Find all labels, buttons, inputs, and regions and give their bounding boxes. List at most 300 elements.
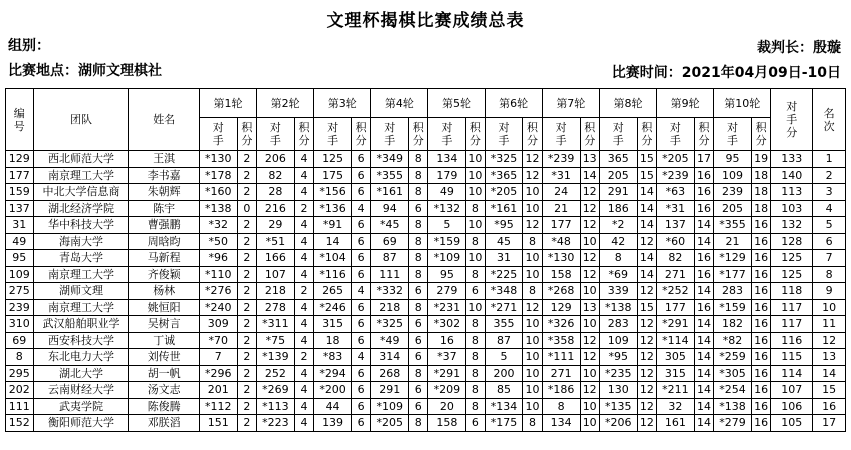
round-points: 6: [409, 316, 428, 333]
round-points: 4: [294, 151, 313, 168]
round-points: 2: [237, 365, 256, 382]
player-number: 295: [6, 365, 34, 382]
col-header-round-6: 第6轮: [485, 89, 542, 118]
round-points: 2: [237, 332, 256, 349]
round-points: 4: [294, 299, 313, 316]
col-header-opponent: [485, 118, 523, 151]
round-points: 14: [637, 200, 656, 217]
round-opponent: *355: [371, 167, 409, 184]
round-opponent: *326: [542, 316, 580, 333]
round-opponent: 315: [657, 365, 695, 382]
round-opponent: 87: [371, 250, 409, 267]
col-header-opponent-text: 对手: [269, 121, 281, 147]
rank: 17: [813, 415, 846, 432]
round-opponent: *159: [714, 299, 752, 316]
round-points: 14: [694, 382, 713, 399]
round-points: 10: [466, 299, 485, 316]
round-opponent: *37: [428, 349, 466, 366]
round-points: 14: [694, 332, 713, 349]
round-opponent: *109: [371, 398, 409, 415]
col-header-points-text: 积分: [755, 121, 767, 147]
team-name: 南京理工大学: [33, 299, 129, 316]
round-opponent: *114: [657, 332, 695, 349]
round-opponent: 109: [599, 332, 637, 349]
round-points: 12: [523, 151, 542, 168]
rank: 13: [813, 349, 846, 366]
round-opponent: 82: [257, 167, 295, 184]
round-points: 8: [466, 398, 485, 415]
col-header-opponent-score-text: 对手分: [786, 100, 798, 139]
round-opponent: *60: [657, 233, 695, 250]
col-header-opponent: [599, 118, 637, 151]
round-opponent: *134: [485, 398, 523, 415]
round-points: 8: [523, 233, 542, 250]
round-opponent: 279: [428, 283, 466, 300]
round-opponent: *302: [428, 316, 466, 333]
round-opponent: *161: [485, 200, 523, 217]
round-points: 16: [751, 266, 770, 283]
round-opponent: *231: [428, 299, 466, 316]
player-number: 8: [6, 349, 34, 366]
col-header-points-text: 积分: [298, 121, 310, 147]
rank: 10: [813, 299, 846, 316]
round-opponent: 161: [657, 415, 695, 432]
rank: 3: [813, 184, 846, 201]
round-opponent: 271: [542, 365, 580, 382]
round-points: 16: [694, 200, 713, 217]
round-points: 4: [294, 365, 313, 382]
round-points: 4: [294, 415, 313, 432]
round-opponent: *349: [371, 151, 409, 168]
round-points: 2: [237, 250, 256, 267]
round-opponent: 355: [485, 316, 523, 333]
player-number: 202: [6, 382, 34, 399]
round-points: 10: [523, 250, 542, 267]
col-header-points-text: 积分: [241, 121, 253, 147]
round-points: 16: [751, 316, 770, 333]
col-header-round-10: 第10轮: [714, 89, 771, 118]
round-opponent: 268: [371, 365, 409, 382]
time-label: 比赛时间：2021年04月09日-10日: [611, 65, 841, 81]
round-opponent: *110: [199, 266, 237, 283]
round-opponent: *294: [314, 365, 352, 382]
team-name: 华中科技大学: [33, 217, 129, 234]
round-opponent: *178: [199, 167, 237, 184]
round-points: 12: [637, 365, 656, 382]
round-opponent: *104: [314, 250, 352, 267]
round-points: 6: [351, 398, 370, 415]
round-opponent: 111: [371, 266, 409, 283]
round-opponent: 137: [657, 217, 695, 234]
opponent-score: 132: [771, 217, 813, 234]
round-opponent: *69: [599, 266, 637, 283]
table-row: [6, 316, 846, 333]
page-title: 文理杯揭棋比赛成绩总表: [326, 11, 525, 31]
round-opponent: *177: [714, 266, 752, 283]
round-opponent: 339: [599, 283, 637, 300]
round-points: 8: [409, 250, 428, 267]
round-opponent: *111: [542, 349, 580, 366]
table-row: [6, 382, 846, 399]
opponent-score: 117: [771, 299, 813, 316]
opponent-score: 128: [771, 233, 813, 250]
round-opponent: 95: [428, 266, 466, 283]
col-header-opponent: [542, 118, 580, 151]
round-opponent: *223: [257, 415, 295, 432]
round-opponent: *132: [428, 200, 466, 217]
round-opponent: *109: [428, 250, 466, 267]
round-points: 6: [351, 382, 370, 399]
round-points: 4: [294, 217, 313, 234]
player-name: 曹强鹏: [129, 217, 199, 234]
round-points: 4: [351, 200, 370, 217]
round-points: 18: [751, 200, 770, 217]
results-table: [5, 88, 846, 432]
round-points: 6: [466, 283, 485, 300]
round-opponent: *291: [657, 316, 695, 333]
round-points: 12: [580, 332, 599, 349]
round-opponent: *239: [542, 151, 580, 168]
player-name: 陈俊腾: [129, 398, 199, 415]
round-points: 6: [409, 349, 428, 366]
round-opponent: *209: [428, 382, 466, 399]
rank: 11: [813, 316, 846, 333]
round-points: 2: [237, 415, 256, 432]
round-opponent: *291: [428, 365, 466, 382]
round-points: 4: [351, 283, 370, 300]
round-points: 12: [637, 382, 656, 399]
team-name: 南京理工大学: [33, 167, 129, 184]
round-opponent: 291: [371, 382, 409, 399]
round-points: 12: [523, 299, 542, 316]
opponent-score: 133: [771, 151, 813, 168]
round-points: 13: [580, 299, 599, 316]
round-opponent: *32: [199, 217, 237, 234]
round-opponent: 305: [657, 349, 695, 366]
round-opponent: 166: [257, 250, 295, 267]
round-points: 16: [694, 266, 713, 283]
player-name: 朱朝辉: [129, 184, 199, 201]
round-opponent: 28: [257, 184, 295, 201]
opponent-score: 115: [771, 349, 813, 366]
round-points: 8: [409, 365, 428, 382]
col-header-number-text: 编号: [13, 106, 25, 133]
round-opponent: *325: [371, 316, 409, 333]
col-header-points-text: 积分: [469, 121, 481, 147]
round-points: 6: [351, 184, 370, 201]
round-points: 12: [637, 233, 656, 250]
table-row: [6, 299, 846, 316]
col-header-points: [466, 118, 485, 151]
round-opponent: 177: [657, 299, 695, 316]
round-opponent: *276: [199, 283, 237, 300]
round-opponent: 158: [542, 266, 580, 283]
round-points: 10: [466, 217, 485, 234]
round-opponent: 21: [542, 200, 580, 217]
round-points: 17: [694, 151, 713, 168]
round-opponent: *95: [599, 349, 637, 366]
round-opponent: 365: [599, 151, 637, 168]
round-points: 4: [294, 233, 313, 250]
player-name: 吴树言: [129, 316, 199, 333]
round-points: 6: [351, 299, 370, 316]
round-points: 12: [637, 398, 656, 415]
round-opponent: *49: [371, 332, 409, 349]
round-points: 16: [751, 283, 770, 300]
col-header-round-5: 第5轮: [428, 89, 485, 118]
table-row: [6, 217, 846, 234]
table-row: [6, 200, 846, 217]
col-header-points-text: 积分: [355, 121, 367, 147]
round-opponent: 109: [714, 167, 752, 184]
round-points: 16: [694, 167, 713, 184]
col-header-opponent-text: 对手: [669, 121, 681, 147]
round-points: 12: [580, 349, 599, 366]
player-name: 马新程: [129, 250, 199, 267]
round-opponent: *139: [257, 349, 295, 366]
table-row: [6, 365, 846, 382]
opponent-score: 140: [771, 167, 813, 184]
player-name: 齐俊颖: [129, 266, 199, 283]
round-points: 10: [466, 250, 485, 267]
round-opponent: *205: [371, 415, 409, 432]
round-opponent: 69: [371, 233, 409, 250]
col-header-round-4: 第4轮: [371, 89, 428, 118]
round-opponent: *355: [714, 217, 752, 234]
round-opponent: 5: [428, 217, 466, 234]
round-points: 8: [466, 200, 485, 217]
round-points: 10: [466, 184, 485, 201]
round-opponent: *365: [485, 167, 523, 184]
round-opponent: *296: [199, 365, 237, 382]
round-opponent: 85: [485, 382, 523, 399]
team-name: 东北电力大学: [33, 349, 129, 366]
player-name: 王淇: [129, 151, 199, 168]
round-opponent: 218: [257, 283, 295, 300]
player-name: 周晗昀: [129, 233, 199, 250]
team-name: 青岛大学: [33, 250, 129, 267]
round-points: 12: [523, 167, 542, 184]
round-points: 16: [751, 233, 770, 250]
team-name: 西安科技大学: [33, 332, 129, 349]
col-header-points: [637, 118, 656, 151]
round-points: 16: [751, 349, 770, 366]
table-row: [6, 349, 846, 366]
round-points: 12: [637, 415, 656, 432]
round-opponent: *268: [542, 283, 580, 300]
round-opponent: 24: [542, 184, 580, 201]
round-points: 12: [523, 217, 542, 234]
player-name: 刘传世: [129, 349, 199, 366]
round-points: 16: [751, 217, 770, 234]
round-opponent: *136: [314, 200, 352, 217]
opponent-score: 105: [771, 415, 813, 432]
round-points: 12: [580, 200, 599, 217]
round-opponent: 18: [314, 332, 352, 349]
col-header-points: [694, 118, 713, 151]
round-points: 15: [637, 299, 656, 316]
opponent-score: 116: [771, 332, 813, 349]
round-opponent: 94: [371, 200, 409, 217]
round-opponent: 175: [314, 167, 352, 184]
round-points: 16: [751, 382, 770, 399]
round-opponent: 315: [314, 316, 352, 333]
round-points: 10: [580, 365, 599, 382]
round-points: 16: [751, 299, 770, 316]
col-header-points: [237, 118, 256, 151]
col-header-points: [580, 118, 599, 151]
table-row: [6, 415, 846, 432]
opponent-score: 113: [771, 184, 813, 201]
round-opponent: 278: [257, 299, 295, 316]
round-opponent: *271: [485, 299, 523, 316]
round-opponent: 7: [199, 349, 237, 366]
table-row: [6, 184, 846, 201]
referee-label: 裁判长：殷璇: [757, 40, 841, 56]
round-opponent: *235: [599, 365, 637, 382]
round-opponent: *305: [714, 365, 752, 382]
player-number: 49: [6, 233, 34, 250]
table-row: [6, 233, 846, 250]
round-points: 10: [523, 349, 542, 366]
round-opponent: 291: [599, 184, 637, 201]
round-opponent: *269: [257, 382, 295, 399]
round-points: 14: [694, 415, 713, 432]
col-header-team: 团队: [33, 89, 129, 151]
col-header-name: 姓名: [129, 89, 199, 151]
col-header-points-text: 积分: [584, 121, 596, 147]
round-opponent: *130: [542, 250, 580, 267]
round-opponent: 107: [257, 266, 295, 283]
round-points: 6: [409, 283, 428, 300]
col-header-opponent-text: 对手: [498, 121, 510, 147]
col-header-opponent: [371, 118, 409, 151]
round-points: 4: [294, 398, 313, 415]
round-opponent: 29: [257, 217, 295, 234]
round-points: 8: [466, 332, 485, 349]
round-points: 12: [580, 382, 599, 399]
round-points: 8: [466, 382, 485, 399]
rank: 15: [813, 382, 846, 399]
player-name: 邓朕滔: [129, 415, 199, 432]
round-points: 4: [294, 382, 313, 399]
round-points: 6: [409, 200, 428, 217]
col-header-opponent: [657, 118, 695, 151]
round-opponent: *186: [542, 382, 580, 399]
round-opponent: *2: [599, 217, 637, 234]
round-points: 4: [351, 349, 370, 366]
round-points: 2: [237, 167, 256, 184]
player-number: 152: [6, 415, 34, 432]
round-points: 6: [351, 250, 370, 267]
round-points: 14: [694, 217, 713, 234]
col-header-points: [409, 118, 428, 151]
round-points: 2: [237, 184, 256, 201]
round-opponent: 265: [314, 283, 352, 300]
player-number: 69: [6, 332, 34, 349]
col-header-points-text: 积分: [641, 121, 653, 147]
round-points: 14: [580, 167, 599, 184]
round-opponent: 158: [428, 415, 466, 432]
round-points: 8: [409, 299, 428, 316]
round-points: 8: [409, 266, 428, 283]
round-points: 13: [580, 151, 599, 168]
table-row: [6, 398, 846, 415]
round-points: 12: [580, 217, 599, 234]
round-opponent: 45: [485, 233, 523, 250]
player-name: 李书嘉: [129, 167, 199, 184]
round-opponent: *138: [199, 200, 237, 217]
round-opponent: *116: [314, 266, 352, 283]
rank: 4: [813, 200, 846, 217]
col-header-opponent: [314, 118, 352, 151]
round-opponent: *205: [657, 151, 695, 168]
player-number: 109: [6, 266, 34, 283]
col-header-round-9: 第9轮: [657, 89, 714, 118]
opponent-score: 114: [771, 365, 813, 382]
round-opponent: *358: [542, 332, 580, 349]
col-header-points-text: 积分: [527, 121, 539, 147]
col-header-round-3: 第3轮: [314, 89, 371, 118]
round-opponent: 239: [714, 184, 752, 201]
round-opponent: *161: [371, 184, 409, 201]
round-points: 18: [751, 184, 770, 201]
venue-label: 比赛地点：湖师文理棋社: [8, 63, 162, 79]
round-points: 14: [694, 349, 713, 366]
col-header-opponent: [199, 118, 237, 151]
round-points: 10: [466, 151, 485, 168]
round-points: 4: [294, 184, 313, 201]
round-points: 15: [637, 167, 656, 184]
round-opponent: 205: [714, 200, 752, 217]
col-header-rank-text: 名次: [823, 106, 835, 133]
player-number: 137: [6, 200, 34, 217]
col-header-points: [351, 118, 370, 151]
col-header-opponent-text: 对手: [727, 121, 739, 147]
team-name: 中北大学信息商: [33, 184, 129, 201]
round-points: 8: [466, 233, 485, 250]
round-points: 16: [751, 250, 770, 267]
round-points: 8: [409, 184, 428, 201]
col-header-opponent-text: 对手: [555, 121, 567, 147]
round-points: 2: [237, 217, 256, 234]
round-opponent: 87: [485, 332, 523, 349]
round-opponent: 8: [542, 398, 580, 415]
round-opponent: 206: [257, 151, 295, 168]
round-opponent: 182: [714, 316, 752, 333]
round-points: 10: [580, 316, 599, 333]
team-name: 湖师文理: [33, 283, 129, 300]
round-opponent: *70: [199, 332, 237, 349]
player-name: 姚恒阳: [129, 299, 199, 316]
group-label: 组别：: [8, 38, 50, 54]
round-points: 14: [637, 184, 656, 201]
col-header-opponent-text: 对手: [212, 121, 224, 147]
col-header-opponent: [428, 118, 466, 151]
table-row: [6, 266, 846, 283]
round-points: 2: [237, 316, 256, 333]
round-opponent: 95: [714, 151, 752, 168]
round-opponent: *175: [485, 415, 523, 432]
round-opponent: 283: [714, 283, 752, 300]
round-opponent: 179: [428, 167, 466, 184]
table-row: [6, 283, 846, 300]
player-name: 陈宇: [129, 200, 199, 217]
round-opponent: 125: [314, 151, 352, 168]
round-points: 10: [523, 398, 542, 415]
round-points: 2: [237, 349, 256, 366]
rank: 6: [813, 233, 846, 250]
